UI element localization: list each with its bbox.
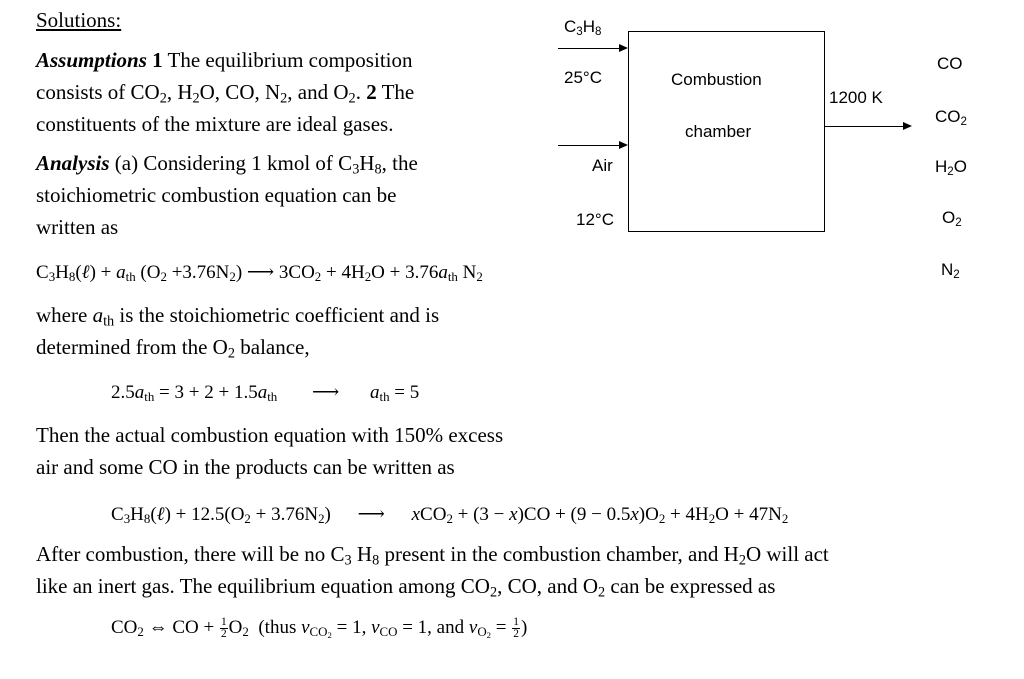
products-outlet-arrow bbox=[825, 126, 910, 127]
analysis-line-1: Analysis (a) Considering 1 kmol of $C_3H_8$, the bbox=[36, 151, 418, 178]
chamber-label-line-2: chamber bbox=[685, 122, 752, 141]
heading: Solutions: bbox=[36, 8, 122, 32]
assumption-number-2: 2 bbox=[366, 80, 377, 104]
product-o2: $O_2$ bbox=[942, 208, 962, 229]
stoichiometric-equation: $C_3H_8(\ell) + a_{th}$ $(O_2 +3.76N_2)$ ⟶ $3CO_2 + 4H_2O + 3.76a_{th}$ $N_2$ bbox=[36, 262, 483, 285]
assumption-text-1: The equilibrium composition bbox=[167, 48, 413, 72]
product-co: CO bbox=[937, 54, 963, 73]
fuel-inlet-arrow bbox=[558, 48, 626, 49]
then-line-2: air and some CO in the products can be written as bbox=[36, 455, 455, 479]
fuel-label: $C_3H_8$ bbox=[564, 17, 602, 38]
air-inlet-arrow bbox=[558, 145, 626, 146]
analysis-line-3: written as bbox=[36, 215, 119, 239]
equilibrium-equation: $CO_2$ ⇔ CO + $\frac{1}{2}$ $O_2$ (thus $\nu_{CO_2} = 1$, $\nu_{CO} = 1$, and $\nu_{O_2}$ = $\frac{1}{2}$ ) bbox=[111, 616, 528, 641]
after-line-1: After combustion, there will be no $C_3$ $H_8$ present in the combustion chamber, and $H_2O$ will act bbox=[36, 542, 829, 569]
combustion-chamber-box bbox=[628, 31, 825, 232]
fuel-temperature: 25°C bbox=[564, 68, 602, 87]
chamber-label-line-1: Combustion bbox=[671, 70, 762, 89]
o2-balance-equation: $2.5a_{th} = 3 + 2 + 1.5a_{th}$ ⟶ $a_{th} = 5$ bbox=[111, 382, 420, 405]
assumptions-line-3: constituents of the mixture are ideal gases. bbox=[36, 112, 394, 136]
product-n2: $N_2$ bbox=[941, 260, 960, 281]
product-co2: $CO_2$ bbox=[935, 107, 967, 128]
where-line-1: where $a_{th}$ is the stoichiometric coefficient and is bbox=[36, 303, 440, 330]
air-temperature: 12°C bbox=[576, 210, 614, 229]
assumptions-line-2: consists of $CO_2$, $H_2O$, CO, $N_2$, and $O_2$. 2 The bbox=[36, 80, 415, 107]
assumptions-line-1 bbox=[36, 44, 412, 76]
product-h2o: $H_2O$ bbox=[935, 157, 967, 178]
air-label: Air bbox=[592, 156, 613, 175]
analysis-line-2: stoichiometric combustion equation can be bbox=[36, 183, 397, 207]
stoichiometric-equation-text bbox=[36, 261, 37, 262]
where-line-2: determined from the $O_2$ balance, bbox=[36, 335, 310, 362]
exit-temperature: 1200 K bbox=[829, 88, 883, 107]
analysis-part: (a) bbox=[114, 151, 139, 175]
assumption-number-1: 1 bbox=[152, 48, 163, 72]
assumptions-label: Assumptions bbox=[36, 48, 147, 72]
after-line-2: like an inert gas. The equilibrium equation among $CO_2$, CO, and $O_2$ can be expressed as bbox=[36, 574, 776, 601]
then-line-1: Then the actual combustion equation with 150% excess bbox=[36, 423, 504, 447]
analysis-label: Analysis bbox=[36, 151, 110, 175]
actual-combustion-equation: $C_3H_8(\ell) + 12.5(O_2 + 3.76N_2)$ ⟶ $xCO_2 + (3 - x)CO + (9 - 0.5x)O_2 + 4H_2O + 47N_2$ bbox=[111, 504, 789, 527]
